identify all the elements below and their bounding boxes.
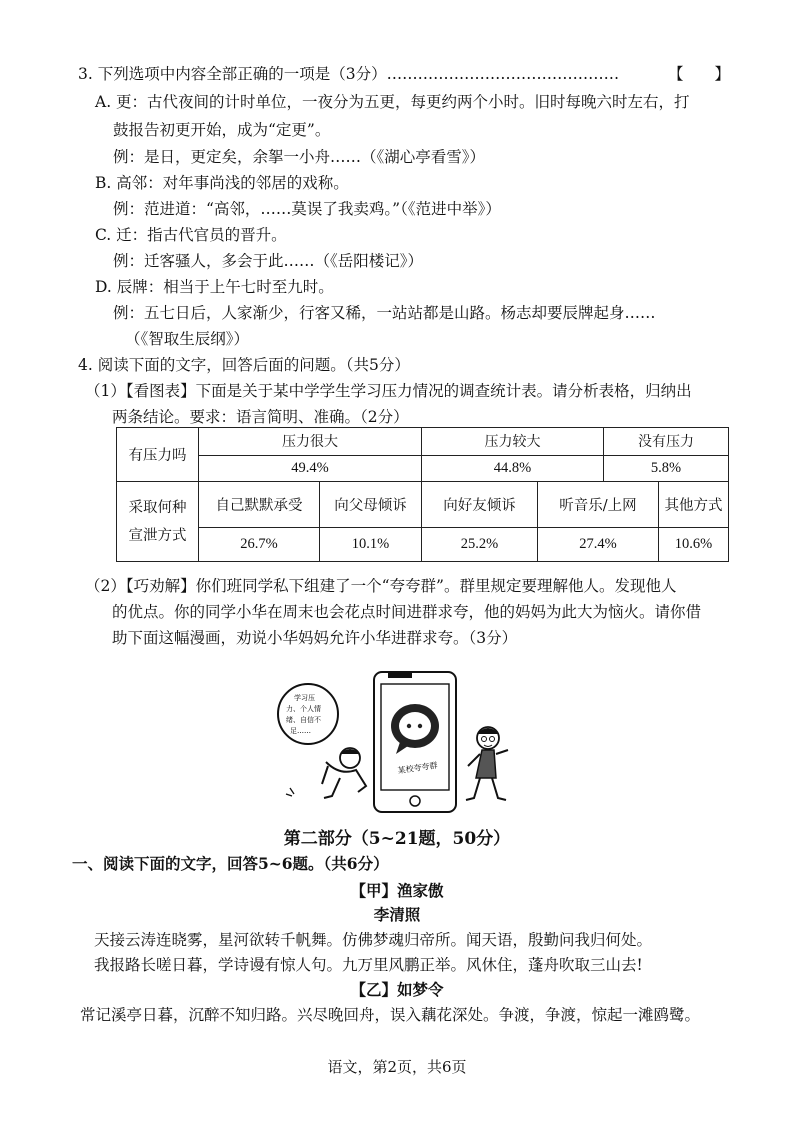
table-value-pressure-high: 49.4% xyxy=(199,456,422,482)
phone-screen-text: 某校夸夸群 xyxy=(397,760,439,776)
table-head-outlet-friends: 向好友倾诉 xyxy=(422,482,538,528)
table-label-outlet-line1: 采取何种 xyxy=(128,499,187,516)
poem-yi-title: 【乙】如梦令 xyxy=(350,980,444,999)
table-label-outlet-line2: 宣泄方式 xyxy=(128,527,187,544)
table-value-outlet-other: 10.6% xyxy=(659,528,729,562)
q3-answer-bracket: 【 】 xyxy=(668,65,731,83)
table-head-outlet-other: 其他方式 xyxy=(659,482,729,528)
table-head-outlet-music: 听音乐/上网 xyxy=(538,482,659,528)
bag-text-line3: 绪、自信不 xyxy=(286,716,321,724)
q4-part2-line1: （2）【巧劝解】你们班同学私下组建了一个“夸夸群”。群里规定要理解他人。发现他人 xyxy=(85,577,677,595)
q3-option-d-source: （《智取生辰纲》） xyxy=(125,330,250,348)
part2-section1-heading: 一、阅读下面的文字，回答5~6题。（共6分） xyxy=(72,854,389,873)
student-with-burden-drawing xyxy=(278,684,366,798)
q4-part1-line2: 两条结论。要求：语言简明、准确。（2分） xyxy=(112,408,409,426)
bag-text-line2: 力、个人情 xyxy=(286,705,321,713)
q3-option-c-line1: C. 迁：指古代官员的晋升。 xyxy=(95,226,287,244)
q3-option-a-line1: A. 更：古代夜间的计时单位，一夜分为五更，每更约两个小时。旧时每晚六时左右，打 xyxy=(95,93,690,111)
table-value-pressure-none: 5.8% xyxy=(604,456,729,482)
q3-stem: 3. 下列选项中内容全部正确的一项是（3分）……………………………………… xyxy=(78,65,620,83)
table-head-outlet-parents: 向父母倾诉 xyxy=(320,482,422,528)
poem-jia-line1: 天接云涛连晓雾，星河欲转千帆舞。仿佛梦魂归帝所。闻天语，殷勤问我归何处。 xyxy=(94,931,653,949)
survey-table xyxy=(116,427,729,562)
q3-option-b-example: 例：范进道：“高邻，……莫误了我卖鸡。”（《范进中举》） xyxy=(113,200,501,218)
table-value-outlet-music: 27.4% xyxy=(538,528,659,562)
bag-text-line1: 学习压 xyxy=(294,694,315,702)
q3-option-d-example: 例：五七日后，人家渐少，行客又稀，一站站都是山路。杨志却要辰牌起身…… xyxy=(113,304,656,322)
q4-part2-line2: 的优点。你的同学小华在周末也会花点时间进群求夸，他的妈妈为此大为恼火。请你借 xyxy=(112,603,702,621)
table-head-pressure-none: 没有压力 xyxy=(604,428,729,456)
poem-jia-title: 【甲】渔家傲 xyxy=(350,881,444,900)
table-head-pressure-high: 压力很大 xyxy=(199,428,422,456)
q4-part1-line1: （1）【看图表】下面是关于某中学学生学习压力情况的调查统计表。请分析表格，归纳出 xyxy=(85,382,692,400)
table-value-outlet-parents: 10.1% xyxy=(320,528,422,562)
poem-jia-line2: 我报路长嗟日暮，学诗谩有惊人句。九万里风鹏正举。风休住，蓬舟吹取三山去! xyxy=(94,956,643,974)
poem-yi-line1: 常记溪亭日暮，沉醉不知归路。兴尽晚回舟，误入藕花深处。争渡，争渡，惊起一滩鸥鹭。 xyxy=(80,1006,701,1024)
q3-option-a-example: 例：是日，更定矣，余挐一小舟……（《湖心亭看雪》） xyxy=(113,148,486,166)
table-head-outlet-self: 自己默默承受 xyxy=(199,482,320,528)
table-head-pressure-medium: 压力较大 xyxy=(422,428,604,456)
q4-part2-line3: 助下面这幅漫画，劝说小华妈妈允许小华进群求夸。（3分） xyxy=(112,629,518,647)
q3-option-b-line1: B. 高邻：对年事尚浅的邻居的戏称。 xyxy=(95,174,349,192)
q3-option-d-line1: D. 辰牌：相当于上午七时至九时。 xyxy=(95,278,334,296)
table-value-pressure-medium: 44.8% xyxy=(422,456,604,482)
poem-jia-author: 李清照 xyxy=(373,905,421,924)
table-label-outlet xyxy=(117,482,199,562)
bag-text-line4: 足…… xyxy=(290,727,311,735)
q3-option-a-line2: 鼓报告初更开始，成为“定更”。 xyxy=(113,121,331,139)
table-label-pressure: 有压力吗 xyxy=(117,428,199,482)
part2-title: 第二部分（5~21题，50分） xyxy=(283,829,511,849)
q4-stem: 4. 阅读下面的文字，回答后面的问题。（共5分） xyxy=(78,356,410,374)
table-value-outlet-self: 26.7% xyxy=(199,528,320,562)
phone-drawing xyxy=(374,672,456,812)
page-footer: 语文，第2页，共6页 xyxy=(327,1058,467,1076)
table-value-outlet-friends: 25.2% xyxy=(422,528,538,562)
q3-option-c-example: 例：迁客骚人，多会于此……（《岳阳楼记》） xyxy=(113,252,424,270)
cartoon-illustration xyxy=(270,666,520,816)
happy-student-drawing xyxy=(466,727,508,800)
